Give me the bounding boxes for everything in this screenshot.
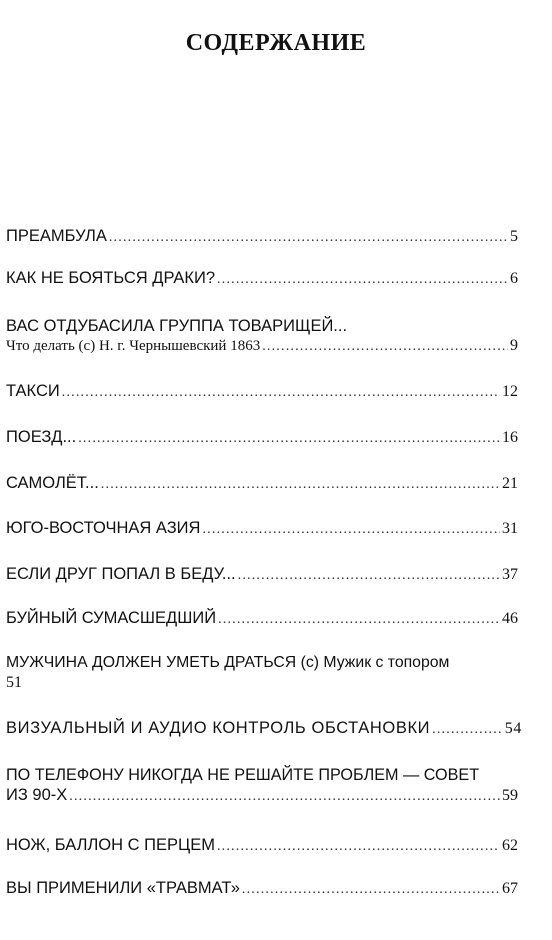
- entry-label: МУЖЧИНА ДОЛЖЕН УМЕТЬ ДРАТЬСЯ (с) Мужик с топором: [6, 654, 450, 671]
- dot-leader: [217, 837, 500, 857]
- toc-entry-travmat[interactable]: [6, 878, 518, 900]
- dot-leader: [242, 880, 500, 900]
- dot-leader: [202, 520, 500, 540]
- entry-label: ВИЗУАЛЬНЫЙ И АУДИО КОНТРОЛЬ ОБСТАНОВКИ: [6, 719, 431, 737]
- toc-entry-preambula[interactable]: [6, 226, 518, 248]
- entry-label: НОЖ, БАЛЛОН С ПЕРЦЕМ: [6, 836, 215, 854]
- dot-leader: [217, 270, 508, 290]
- dot-leader: [109, 228, 508, 248]
- entry-label: КАК НЕ БОЯТЬСЯ ДРАКИ?: [6, 269, 216, 287]
- dot-leader: [262, 337, 508, 357]
- toc-entry-draki[interactable]: [6, 268, 518, 290]
- entry-label: ПОЕЗД...: [6, 428, 77, 446]
- toc-entry-samolet[interactable]: [6, 473, 518, 495]
- page-number: 62: [502, 837, 518, 854]
- toc-entry-sumasshedshiy[interactable]: [6, 608, 518, 630]
- page-number: 21: [502, 475, 518, 492]
- page-number: 9: [510, 337, 518, 354]
- dot-leader: [432, 720, 503, 740]
- page-number: 12: [502, 383, 518, 400]
- page-number: 37: [502, 566, 518, 583]
- entry-label: ВАС ОТДУБАСИЛА ГРУППА ТОВАРИЩЕЙ...: [6, 317, 348, 335]
- page-title: СОДЕРЖАНИЕ: [185, 30, 367, 56]
- page-number: 16: [502, 429, 518, 446]
- toc-entry-telefon[interactable]: [6, 765, 552, 807]
- entry-label: ПРЕАМБУЛА: [6, 227, 107, 245]
- entry-label-continued: ИЗ 90-Х: [6, 786, 68, 804]
- toc-entry-drug[interactable]: [6, 564, 518, 586]
- entry-label: ВЫ ПРИМЕНИЛИ «ТРАВМАТ»: [6, 879, 240, 897]
- page-number: 31: [502, 520, 518, 537]
- dot-leader: [218, 610, 500, 630]
- toc-entry-muzhchina[interactable]: [6, 653, 552, 693]
- entry-label: САМОЛЁТ...: [6, 474, 99, 492]
- toc-entry-asia[interactable]: [6, 518, 518, 540]
- page-number: 6: [510, 270, 518, 287]
- page-number: 5: [510, 228, 518, 245]
- entry-label: ПО ТЕЛЕФОНУ НИКОГДА НЕ РЕШАЙТЕ ПРОБЛЕМ — СОВЕТ: [6, 766, 480, 784]
- page-number: 59: [502, 787, 518, 804]
- dot-leader: [69, 787, 500, 807]
- page-number: 46: [502, 610, 518, 627]
- page-number: 67: [502, 880, 518, 897]
- entry-label: БУЙНЫЙ СУМАСШЕДШИЙ: [6, 609, 217, 627]
- toc-entry-taxi[interactable]: [6, 381, 518, 403]
- toc-entry-otdubasila[interactable]: [6, 316, 518, 357]
- entry-label: ЮГО-ВОСТОЧНАЯ АЗИЯ: [6, 519, 201, 537]
- page-number: 54: [504, 720, 522, 737]
- page-number: 51: [6, 674, 22, 691]
- dot-leader: [238, 566, 500, 586]
- toc-entry-kontrol[interactable]: [6, 718, 522, 740]
- dot-leader: [62, 383, 500, 403]
- dot-leader: [101, 475, 500, 495]
- entry-label: ТАКСИ: [6, 382, 60, 400]
- entry-subtitle: Что делать (с) Н. г. Чернышевский 1863: [6, 338, 261, 354]
- entry-label: ЕСЛИ ДРУГ ПОПАЛ В БЕДУ...: [6, 565, 236, 583]
- toc-entry-poezd[interactable]: [6, 427, 518, 449]
- toc-entry-nozh[interactable]: [6, 835, 518, 857]
- dot-leader: [78, 429, 500, 449]
